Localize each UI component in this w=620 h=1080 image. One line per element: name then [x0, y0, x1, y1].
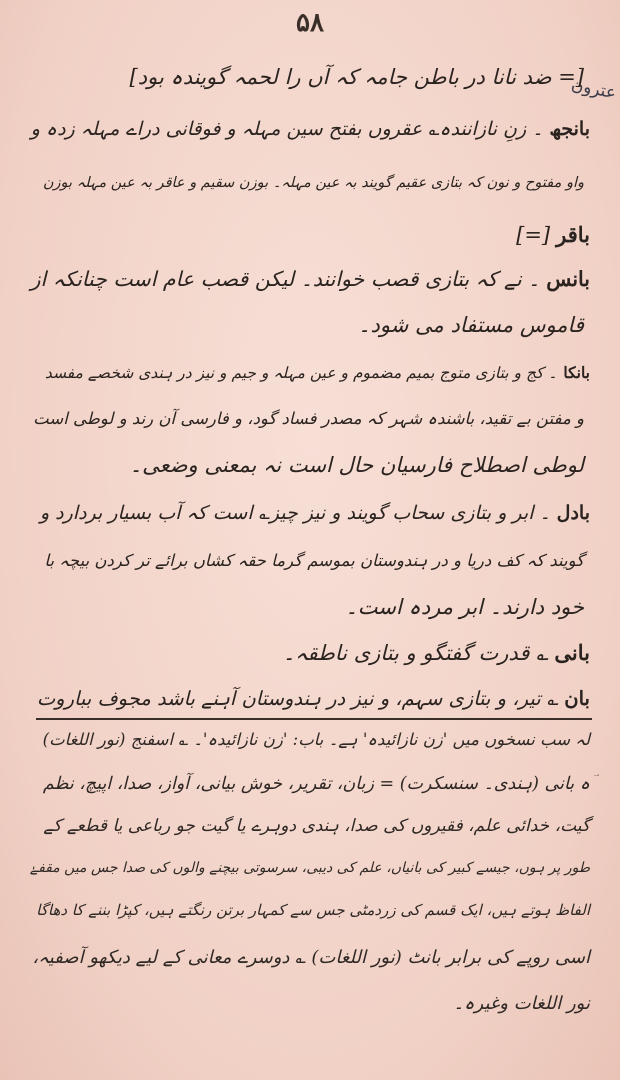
entry-line — [37, 684, 590, 714]
entry-text: ؎ تیر، و بتازی سہم، و نیز در ہندوستان آہنے باشد مجوف بباروت — [36, 687, 559, 710]
entry-text: ۔ کج و بتازی متوج بمیم مضموم و عین مہلہ و جیم و نیز در ہندی شخصے مفسد — [44, 364, 558, 382]
entry-line — [45, 358, 590, 388]
entry-line — [31, 264, 590, 294]
entry-line — [516, 220, 590, 250]
entry-line — [130, 62, 590, 92]
entry-headword: بانجھ — [549, 118, 590, 140]
footnote-line: اسی روپے کی برابر بانٹ (نور اللغات) ؎ دوسرے معانی کے لیے دیکھو آصفیہ، — [32, 947, 590, 968]
entry-text: قاموس مستفاد می شود۔ — [358, 313, 584, 337]
entry-text: ۔ نے کہ بتازی قصب خوانند۔ لیکن قصب عام است چنانکہ از — [30, 267, 541, 291]
footnote-line: ؔہ بانی (ہندی۔ سنسکرت) = زبان، تقریر، خوش بیانی، آواز، صدا، اپیچ، نظم — [42, 774, 590, 794]
entry-headword: بانی — [554, 640, 590, 665]
entry-line — [40, 498, 590, 528]
entry-text: واو مفتوح و نون کہ بتازی عقیم گویند بہ عین مہلہ۔ بوزن سقیم و عاقر بہ عین مہلہ بوزن — [42, 175, 584, 191]
entry-headword: بانس — [546, 267, 590, 291]
entry-headword: بادل — [556, 502, 590, 524]
footnote-line: نور اللغات وغیرہ۔ — [453, 993, 590, 1014]
margin-note: عترون — [569, 74, 618, 104]
footnote-line: لہ سب نسخوں میں 'زن نازائیدہ' ہے۔ باب: 'زن نازائیدہ'۔ ؎ اسفنج (نور اللغات) — [42, 730, 590, 749]
entry-text: ۔ ابر و بتازی سحاب گویند و نیز چیز؎ است کہ آب بسیار بردارد و — [39, 502, 551, 524]
entry-text: [=] — [516, 223, 551, 247]
entry-line — [346, 592, 591, 622]
entry-line — [31, 114, 590, 144]
footnote-divider — [36, 718, 592, 720]
footnote-line: الفاظ ہوتے ہیں، ایک قسم کی زردمٹی جس سے کمہار برتن رنگتے ہیں، کپڑا بننے کا دھاگا — [36, 901, 590, 919]
entry-text: ؎ قدرت گفتگو و بتازی ناطقہ۔ — [282, 641, 549, 665]
footnote-line: طور پر ہوں، جیسے کبیر کی بانیاں، علم کی دیبی، سرسوتی بیچنے والوں کی صدا جس میں مقفےٰ — [29, 860, 590, 876]
entry-headword: بان — [564, 687, 590, 710]
entry-text: لوطی اصطلاح فارسیان حال است نہ بمعنی وضعی۔ — [129, 453, 584, 477]
page-number: ۵۸ — [296, 8, 324, 38]
entry-line — [283, 638, 590, 668]
entry-text: خود دارند۔ ابر مردہ است۔ — [345, 595, 584, 619]
entry-line — [358, 310, 590, 340]
entry-headword: باقر — [556, 222, 590, 247]
entry-line — [44, 546, 590, 576]
entry-text: گویند کہ کف دریا و در ہندوستان بموسم گرما حقہ کشاں برائے تر کردن بیچہ با — [44, 551, 584, 570]
entry-text: و مفتن بے تقید، باشندہ شہر کہ مصدر فساد گود، و فارسی آن رند و لوطی است — [33, 409, 584, 428]
entry-headword: بانکا — [563, 363, 590, 382]
entry-line — [43, 168, 590, 198]
entry-line — [130, 450, 590, 480]
footnote-line: گیت، خدائی علم، فقیروں کی صدا، ہندی دوہرے یا گیت جو رباعی یا قطعے کے — [43, 816, 590, 836]
entry-text: [= ضد نانا در باطن جامہ کہ آں را لحمہ گویندہ بود] — [129, 65, 584, 89]
entry-text: ۔ زنِ نازانندہ؎ عقروں بفتح سین مہلہ و فوقانی دراے مہلہ زدہ و — [30, 118, 544, 140]
entry-line — [33, 404, 590, 434]
